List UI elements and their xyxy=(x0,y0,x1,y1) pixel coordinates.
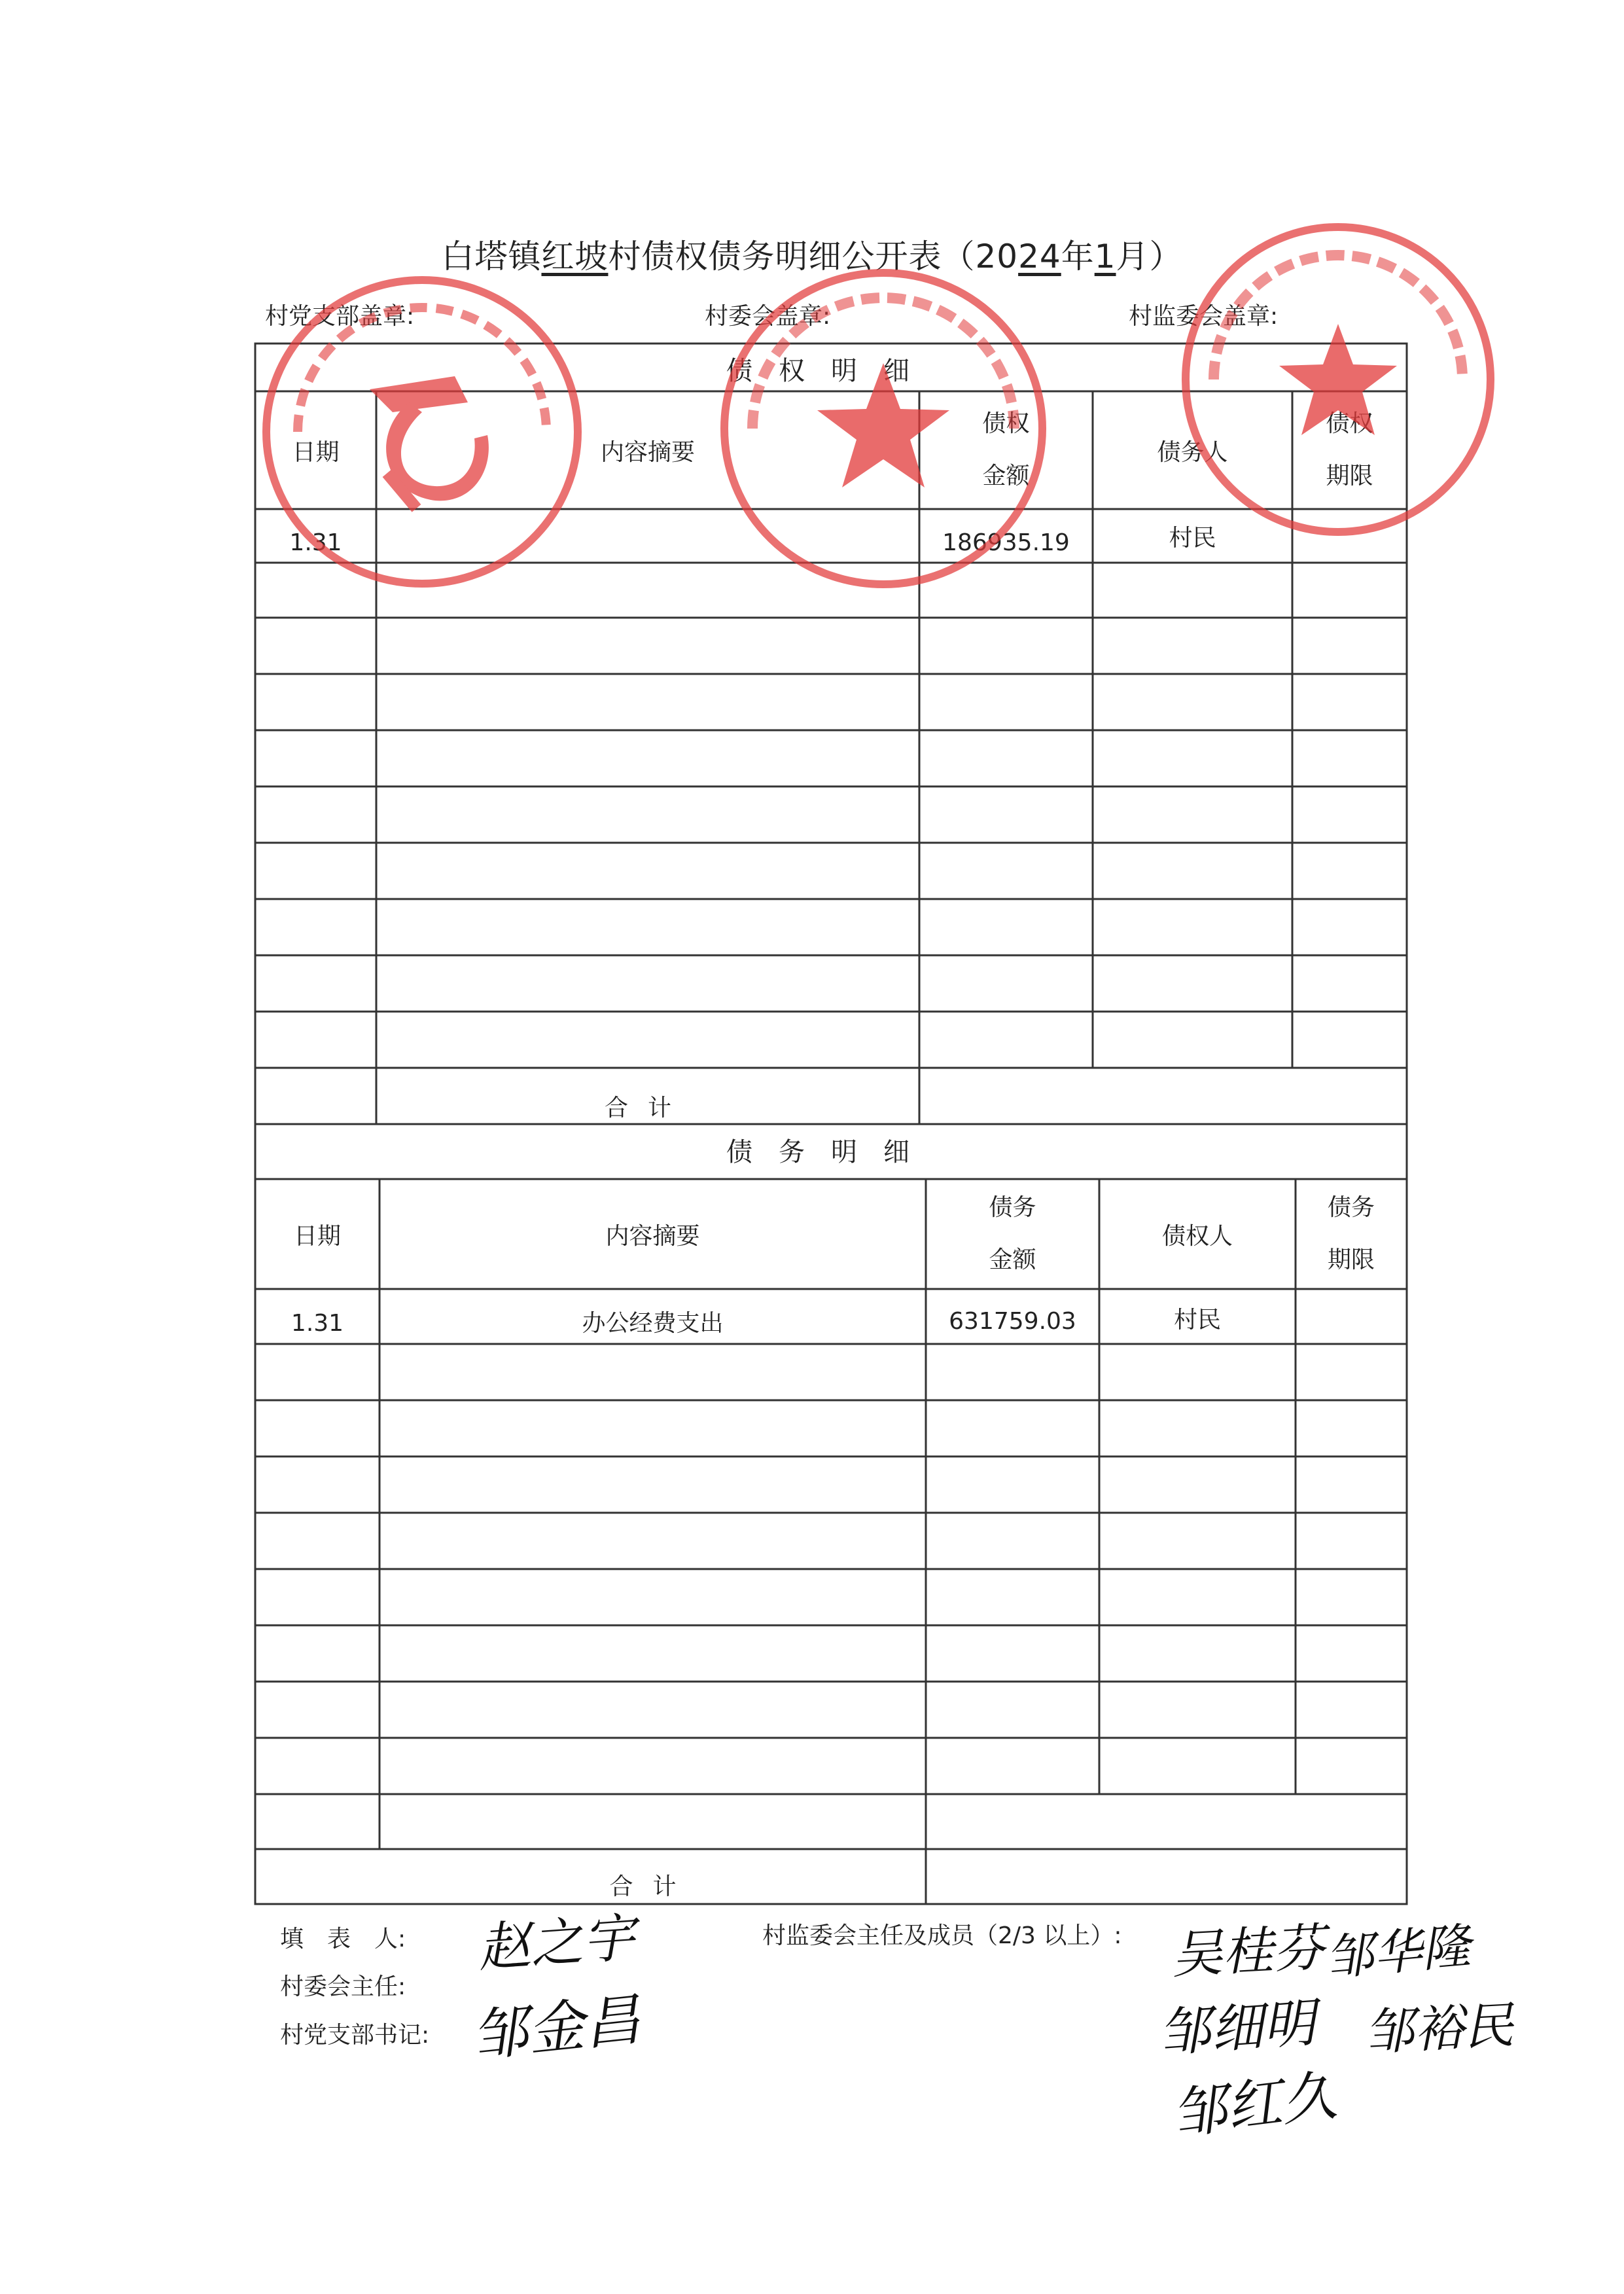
supervision-committee-seal-icon xyxy=(1178,219,1498,540)
credit-total-label: 合计 xyxy=(604,1094,691,1121)
member-signature-2: 邹华隆 xyxy=(1323,1918,1473,1987)
party-stamp-label: 村党支部盖章: xyxy=(265,303,415,330)
debt-row-date: 1.31 xyxy=(291,1309,344,1337)
director-label: 村委会主任: xyxy=(280,1973,406,2000)
debt-row-amount: 631759.03 xyxy=(949,1307,1076,1335)
committee-stamp-label: 村委会盖章: xyxy=(705,303,831,330)
credit-section-title: 债权明细 xyxy=(726,356,936,386)
credit-header-summary: 内容摘要 xyxy=(600,438,695,466)
debt-header-summary: 内容摘要 xyxy=(605,1222,700,1250)
village-committee-seal-icon xyxy=(716,265,1050,592)
debt-row-term xyxy=(1296,1289,1407,1344)
credit-header-debtor: 债务人 xyxy=(1157,438,1228,466)
debt-header-amount: 债务 金额 xyxy=(989,1194,1036,1273)
credit-row-date: 1.31 xyxy=(289,529,342,556)
debt-row-summary: 办公经费支出 xyxy=(582,1309,724,1337)
debt-total-label: 合计 xyxy=(609,1873,696,1900)
credit-row-amount: 186935.19 xyxy=(942,529,1070,556)
member-signature-5: 邹红久 xyxy=(1168,2062,1340,2147)
member-signature-3: 邹细明 xyxy=(1156,1992,1318,2064)
supervision-members-label: 村监委会主任及成员（2/3 以上）: xyxy=(762,1922,1122,1949)
secretary-label: 村党支部书记: xyxy=(280,2022,430,2049)
secretary-signature: 邹金昌 xyxy=(468,1986,644,2070)
filler-signature: 赵之宇 xyxy=(476,1907,637,1979)
debt-header-creditor: 债权人 xyxy=(1161,1222,1233,1250)
debt-row-creditor: 村民 xyxy=(1173,1306,1221,1333)
page-title: 白塔镇红坡村债权债务明细公开表（2024年1月） xyxy=(441,238,1183,275)
supervision-stamp-label: 村监委会盖章: xyxy=(1129,303,1279,330)
debt-section-title: 债务明细 xyxy=(726,1137,936,1167)
credit-header-date: 日期 xyxy=(292,438,340,466)
member-signature-1: 吴桂芬 xyxy=(1170,1918,1326,1986)
debt-header-date: 日期 xyxy=(293,1222,341,1250)
member-signature-4: 邹裕民 xyxy=(1363,1996,1515,2062)
credit-header-amount: 债权 金额 xyxy=(982,410,1030,489)
credit-row-debtor: 村民 xyxy=(1169,524,1216,552)
debt-header-term: 债务 期限 xyxy=(1327,1194,1375,1273)
party-branch-seal-icon xyxy=(258,272,586,592)
credit-header-term: 债权 期限 xyxy=(1326,410,1373,489)
filler-label: 填 表 人: xyxy=(280,1926,406,1952)
